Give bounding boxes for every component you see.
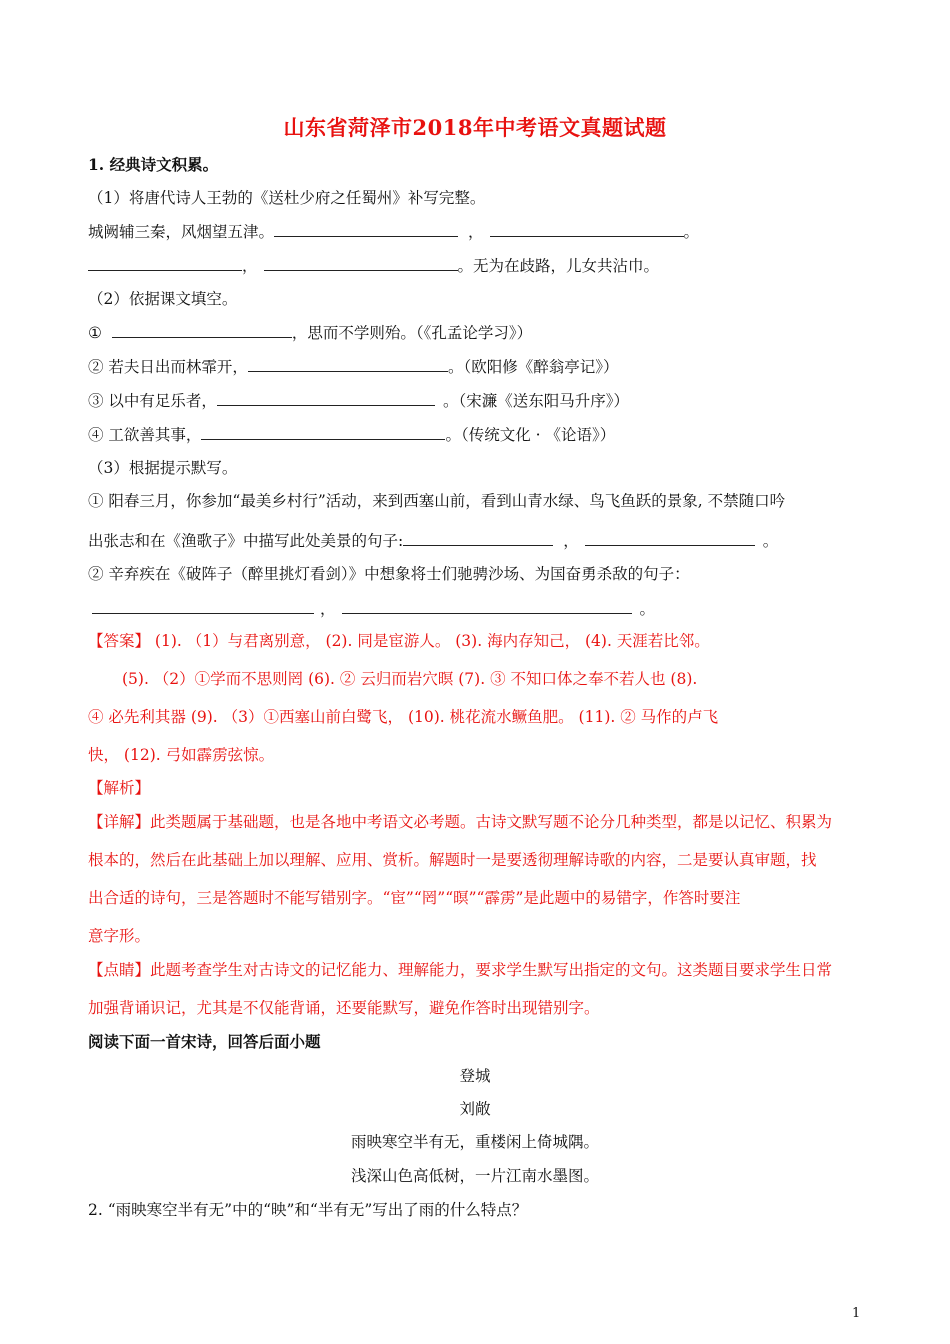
answer-line3: ④ 必先利其器 (9). （3）①西塞山前白鹭飞， (10). 桃花流水鳜鱼肥。 (11). ② 马作的卢飞 — [88, 708, 719, 726]
q1-1-line2 — [88, 255, 659, 276]
poem-line1: 雨映寒空半有无，重楼闲上倚城隅。 — [350, 1133, 599, 1151]
blank[interactable] — [112, 322, 292, 338]
page-number: 1 — [852, 1306, 861, 1321]
blank[interactable] — [248, 356, 448, 372]
q1-3-item1-line1: ① 阳春三月，你参加“最美乡村行”活动，来到西塞山前，看到山青水绿、鸟飞鱼跃的景象, 不禁随口吟 — [88, 492, 786, 510]
answer-line1: 【答案】 (1). （1）与君离别意， (2). 同是宦游人。 (3). 海内存知己， (4). 天涯若比邻。 — [88, 632, 710, 650]
text: 出张志和在《渔歌子》中描写此处美景的句子: — [88, 532, 404, 550]
q1-2-item4 — [88, 424, 615, 445]
text: ② 若夫日出而林霏开， — [88, 358, 248, 376]
detail-line3: 出合适的诗句，三是答题时不能写错别字。“宦”“罔”“暝”“霹雳”是此题中的易错字，作答时要注 — [88, 889, 741, 907]
q2-prompt: 2. “雨映寒空半有无”中的“映”和“半有无”写出了雨的什么特点？ — [88, 1201, 528, 1219]
text: 城阙辅三秦，风烟望五津。 — [88, 223, 275, 241]
text: 。无为在歧路，儿女共沾巾。 — [457, 257, 660, 275]
q1-3-item1-line2 — [88, 530, 778, 551]
blank[interactable] — [274, 221, 458, 237]
q1-2-item1 — [88, 322, 532, 343]
text: 。（传统文化 · 《论语》） — [445, 426, 616, 444]
text: ， — [468, 223, 484, 241]
q1-1-prompt: （1）将唐代诗人王勃的《送杜少府之任蜀州》补写完整。 — [88, 189, 486, 207]
detail-line1: 【详解】此类题属于基础题，也是各地中考语文必考题。古诗文默写题不论分几种类型，都是以记忆、积累为 — [88, 813, 833, 831]
q1-2-item2 — [88, 356, 618, 377]
text: ， — [320, 600, 336, 618]
text: 。 — [762, 532, 779, 550]
answer-line2: (5). （2）①学而不思则罔 (6). ② 云归而岩穴暝 (7). ③ 不知口体之奉不若人也 (8). — [122, 670, 698, 688]
q1-2-item3 — [88, 390, 629, 411]
blank[interactable] — [88, 255, 242, 271]
poem-title: 登城 — [459, 1067, 491, 1085]
detail-line2: 根本的，然后在此基础上加以理解、应用、赏析。解题时一是要透彻理解诗歌的内容，二是要认真审题，找 — [88, 851, 817, 869]
blank[interactable] — [490, 221, 684, 237]
dianjing-line1: 【点睛】此题考查学生对古诗文的记忆能力、理解能力，要求学生默写出指定的文句。这类题目要求学生日常 — [88, 961, 833, 979]
q1-2-prompt: （2）依据课文填空。 — [88, 290, 238, 308]
text: ④ 工欲善其事， — [88, 426, 202, 444]
text: 。 — [639, 600, 656, 618]
text: 。 — [683, 223, 700, 241]
text: 。（宋濂《送东阳马升序》） — [442, 392, 629, 410]
text: 。（欧阳修《醉翁亭记》） — [447, 358, 619, 376]
poem-author: 刘敞 — [459, 1100, 491, 1118]
blank[interactable] — [342, 598, 632, 614]
page-title: 山东省菏泽市2018年中考语文真题试题 — [283, 115, 667, 140]
text: ① — [88, 324, 102, 342]
text: ③ 以中有足乐者， — [88, 392, 217, 410]
q1-3-prompt: （3）根据提示默写。 — [88, 459, 238, 477]
answer-line4: 快， (12). 弓如霹雳弦惊。 — [88, 746, 275, 764]
dianjing-line2: 加强背诵识记，尤其是不仅能背诵，还要能默写，避免作答时出现错别字。 — [88, 999, 600, 1017]
blank[interactable] — [217, 390, 435, 406]
poem-line2: 浅深山色高低树，一片江南水墨图。 — [350, 1167, 599, 1185]
q1-3-item2-line2 — [88, 598, 655, 619]
text: ， — [563, 532, 579, 550]
q1-heading: 1. 经典诗文积累。 — [88, 155, 219, 174]
blank[interactable] — [403, 530, 553, 546]
blank[interactable] — [264, 255, 458, 271]
q1-3-item2-line1: ② 辛弃疾在《破阵子（醉里挑灯看剑）》中想象将士们驰骋沙场、为国奋勇杀敌的句子： — [88, 565, 690, 583]
detail-line4: 意字形。 — [88, 927, 151, 945]
blank[interactable] — [585, 530, 755, 546]
q1-1-line1 — [88, 221, 699, 242]
text: ， — [242, 257, 258, 275]
reading-heading: 阅读下面一首宋诗，回答后面小题 — [88, 1032, 321, 1051]
analysis-label: 【解析】 — [88, 779, 151, 797]
blank[interactable] — [201, 424, 445, 440]
text: ，思而不学则殆。（《孔孟论学习》） — [291, 324, 533, 342]
blank[interactable] — [92, 598, 314, 614]
